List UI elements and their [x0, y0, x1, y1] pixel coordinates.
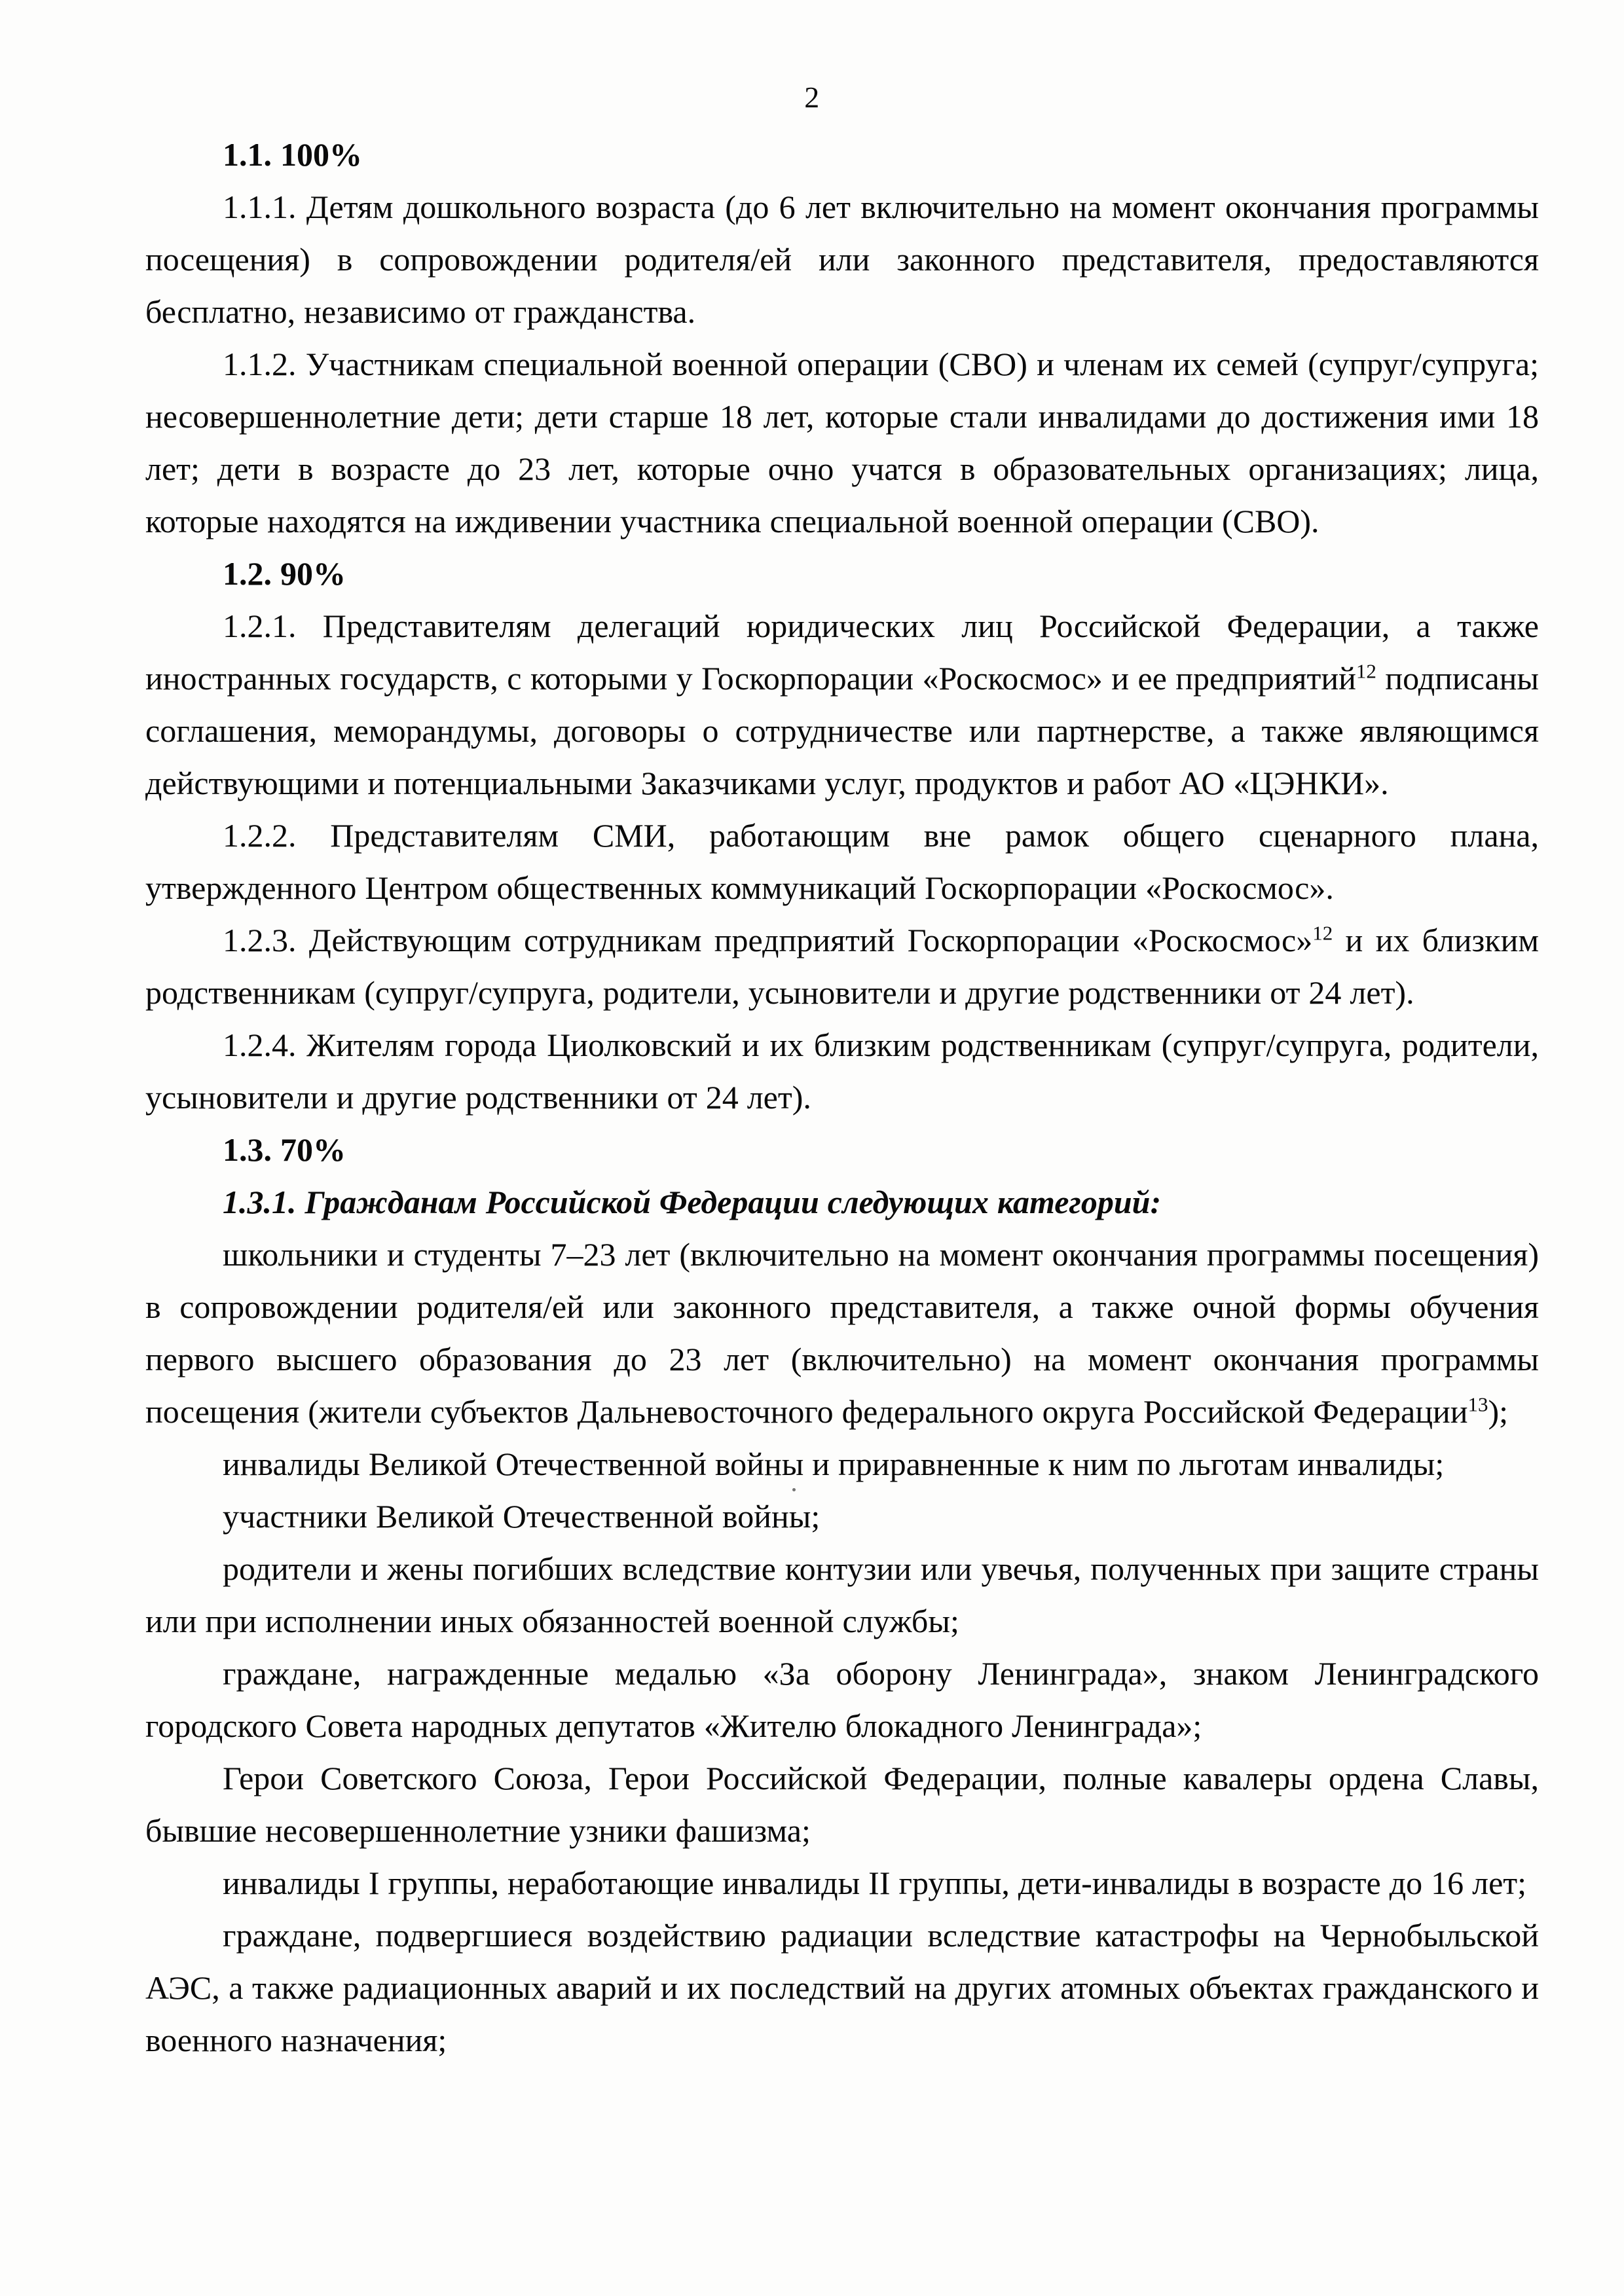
footnote-marker-12b: 12 [1312, 921, 1333, 945]
section-heading-1-2: 1.2. 90% [223, 555, 346, 592]
scan-speck-artifact [792, 1488, 796, 1491]
list-item-leningrad-medal: граждане, награжденные медалью «За оборону Ленинграда», знаком Ленинградского городского Совета народных депутатов «Жителю блокадного Ленинграда»; [145, 1655, 1539, 1744]
paragraph-1-2-1-text-after: подписаны соглашения, меморандумы, договоры о сотрудничестве или партнерстве, а также являющимся действующими и потенциальными Заказчиками услуг, продуктов и работ АО «ЦЭНКИ». [145, 660, 1539, 801]
list-item-parents-wives: родители и жены погибших вследствие контузии или увечья, полученных при защите страны или при исполнении иных обязанностей военной службы; [145, 1550, 1539, 1639]
paragraph-1-2-3-text-before: 1.2.3. Действующим сотрудникам предприятий Госкорпорации «Роскосмос» [223, 922, 1313, 958]
footnote-marker-12a: 12 [1356, 659, 1376, 683]
list-item-disability-groups: инвалиды I группы, неработающие инвалиды II группы, дети-инвалиды в возрасте до 16 лет; [223, 1865, 1527, 1901]
section-heading-1-3: 1.3. 70% [223, 1131, 346, 1168]
paragraph-1-2-3 [145, 914, 1539, 1019]
document-body [145, 128, 1539, 2066]
paragraph-1-1-2: 1.1.2. Участникам специальной военной операции (СВО) и членам их семей (супруг/супруга; несовершеннолетние дети; дети старше 18 лет, которые стали инвалидами до достижения ими 18 лет; дети в возрасте до 23 лет, которые очно учатся в образовательных организациях; лица, которые находятся на иждивении участника специальной военной операции (СВО). [145, 346, 1539, 539]
list-item-chernobyl: граждане, подвергшиеся воздействию радиации вследствие катастрофы на Чернобыльской АЭС, а также радиационных аварий и их последствий на других атомных объектах гражданского и военного назначения; [145, 1917, 1539, 2058]
paragraph-1-2-4: 1.2.4. Жителям города Циолковский и их близким родственникам (супруг/супруга, родители, усыновители и другие родственники от 24 лет). [145, 1027, 1539, 1116]
page-number: 2 [804, 81, 820, 114]
list-item-students-text-before: школьники и студенты 7–23 лет (включительно на момент окончания программы посещения) в сопровождении родителя/ей или законного представителя, а также очной формы обучения первого высшего образования до 23 лет (включительно) на момент окончания программы посещения (жители субъектов Дальневосточного федерального округа Российской Федерации [145, 1236, 1539, 1430]
subsection-heading-1-3-1: 1.3.1. Гражданам Российской Федерации следующих категорий: [223, 1184, 1162, 1220]
paragraph-1-2-3-text-after: и их близким родственникам (супруг/супруга, родители, усыновители и другие родственники от 24 лет). [145, 922, 1539, 1011]
paragraph-1-2-2: 1.2.2. Представителям СМИ, работающим вне рамок общего сценарного плана, утвержденного Центром общественных коммуникаций Госкорпорации «Роскосмос». [145, 817, 1539, 906]
footnote-marker-13: 13 [1467, 1393, 1488, 1416]
list-item-students [145, 1228, 1539, 1438]
paragraph-1-2-1 [145, 600, 1539, 809]
list-item-wwii-disabled: инвалиды Великой Отечественной войны и приравненные к ним по льготам инвалиды; [223, 1446, 1445, 1482]
paragraph-1-1-1: 1.1.1. Детям дошкольного возраста (до 6 лет включительно на момент окончания программы посещения) в сопровождении родителя/ей или законного представителя, предоставляются бесплатно, независимо от гражданства. [145, 189, 1539, 330]
list-item-wwii-participants: участники Великой Отечественной войны; [223, 1498, 821, 1535]
section-heading-1-1: 1.1. 100% [223, 136, 362, 173]
paragraph-1-2-1-text-before: 1.2.1. Представителям делегаций юридических лиц Российской Федерации, а также иностранных государств, с которыми у Госкорпорации «Роскосмос» и ее предприятий [145, 608, 1539, 697]
list-item-heroes: Герои Советского Союза, Герои Российской Федерации, полные кавалеры ордена Славы, бывшие несовершеннолетние узники фашизма; [145, 1760, 1539, 1849]
list-item-students-text-after: ); [1488, 1393, 1509, 1430]
